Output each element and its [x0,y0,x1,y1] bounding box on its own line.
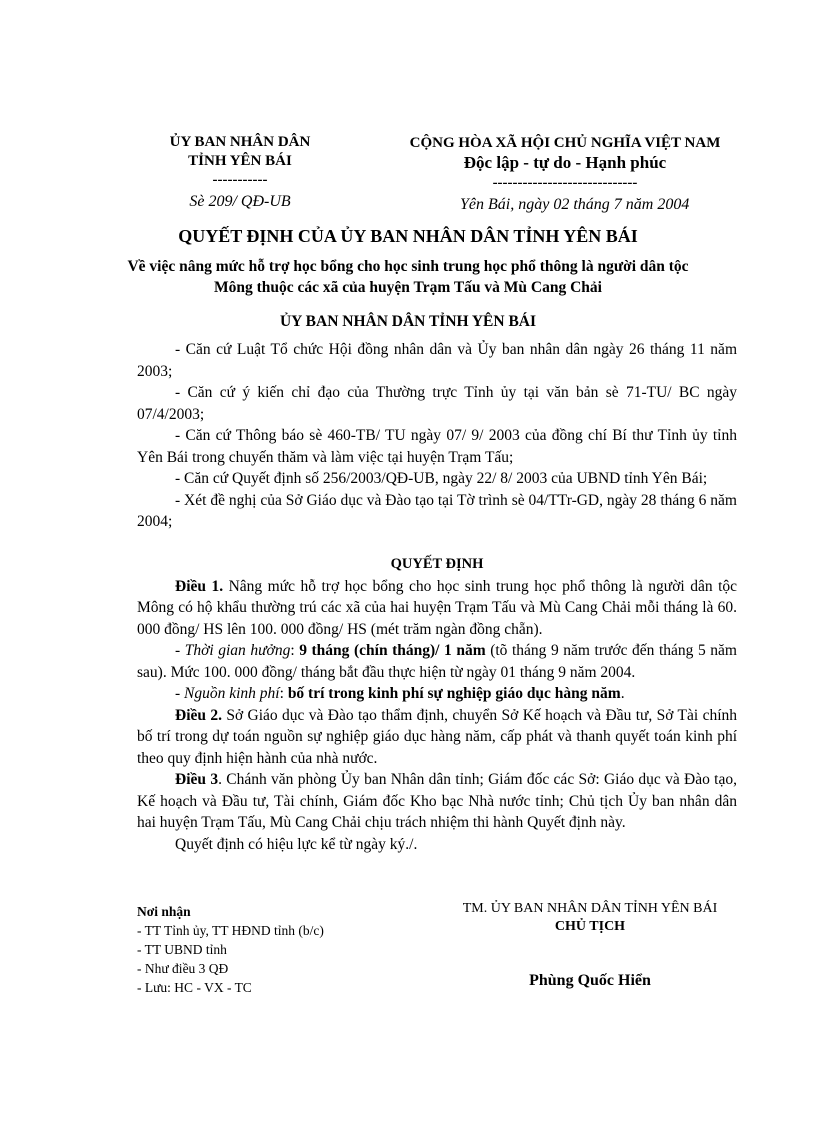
nation-motto: Độc lập - tự do - Hạnh phúc [463,153,667,172]
nation-name: CỘNG HÒA XÃ HỘI CHỦ NGHĨA VIỆT NAM [409,135,721,151]
grounds-section [137,339,737,533]
document-title: QUYẾT ĐỊNH CỦA ỦY BAN NHÂN DÂN TỈNH YÊN BÁI [178,226,638,246]
article-2-text: Sở Giáo dục và Đào tạo thẩm định, chuyển Sở Kế hoạch và Đầu tư, Sở Tài chính bố trí trong dự toán nguồn sự nghiệp giáo dục hàng năm, cấp phát và thanh quyết toán kinh phí theo quy định hiện hành của nhà nước. [137,706,738,767]
recipient-item: - TT Tỉnh ủy, TT HĐND tỉnh (b/c) [137,923,324,938]
fund-label: - Nguồn kinh phí [175,685,280,702]
effective-clause: Quyết định có hiệu lực kể từ ngày ký./. [175,835,418,853]
recipients-block [137,902,324,997]
recipient-item: - Lưu: HC - VX - TC [137,980,252,995]
ground-item: - Căn cứ ý kiến chỉ đạo của Thường trực Tỉnh ủy tại văn bản sè 71-TU/ BC ngày 07/4/2003; [137,384,737,423]
decision-section [137,554,737,855]
decision-heading: QUYẾT ĐỊNH [390,556,484,572]
signer-name: Phùng Quốc Hiển [529,972,651,989]
time-value: 9 tháng (chín tháng)/ 1 năm [299,642,486,659]
article-3-text: . Chánh văn phòng Ủy ban Nhân dân tỉnh; Giám đốc các Sở: Giáo dục và Đào tạo, Kế hoạch và Đầu tư, Tài chính, Giám đốc Kho bạc Nhà nước tỉnh; Chủ tịch Ủy ban nhân dân hai huyện Trạm Tấu, Mù Cang Chải chịu trách nhiệm thi hành Quyết định này. [137,771,737,831]
recipient-item: - TT UBND tỉnh [137,942,227,957]
recipient-item: - Như điều 3 QĐ [137,961,229,976]
nation-separator: ----------------------------- [492,175,638,191]
fund-end: . [620,685,625,702]
article-1-fund [137,683,737,705]
article-1-time [137,640,737,683]
signature-block [440,900,740,936]
article-1-text: Nâng mức hỗ trợ học bổng cho học sinh trung học phổ thông là người dân tộc Mông có hộ khẩu thường trú các xã của hai huyện Trạm Tấu và Mù Cang Chải mỗi tháng là 60. 000 đồng/ HS lên 100. 000 đồng/ HS (mét trăm ngàn đồng chẵn). [137,577,738,638]
recipients-heading: Nơi nhận [137,904,191,919]
article-2-label: Điều 2. [175,706,222,724]
article-3 [137,769,737,834]
time-rest: (tõ tháng 9 năm trước đến tháng 5 năm sau). Mức 100. 000 đồng/ tháng bắt đầu thực hiện từ ngày 01 tháng 9 năm 2004. [137,642,737,681]
ground-item: - Căn cứ Thông báo sè 460-TB/ TU ngày 07/ 9/ 2003 của đồng chí Bí thư Tỉnh ủy tỉnh Yên Bái trong chuyến thăm và làm việc tại huyện Trạm Tấu; [137,427,737,466]
signature-org: TM. ỦY BAN NHÂN DÂN TỈNH YÊN BÁI [462,901,718,916]
document-number: Sè 209/ QĐ-UB [189,193,291,210]
article-3-label: Điều 3 [175,771,219,788]
fund-value: bố trí trong kinh phí sự nghiệp giáo dục hàng năm [287,685,621,702]
agency-header [140,133,340,190]
agency-name-line1: ỦY BAN NHÂN DÂN [169,134,311,150]
time-label: - Thời gian hưởng [175,642,291,659]
ground-item: - Xét đề nghị của Sở Giáo dục và Đào tạo tại Tờ trình sè 04/TTr-GD, ngày 28 tháng 6 năm 2004; [137,491,737,530]
agency-name-line2: TỈNH YÊN BÁI [188,153,292,169]
signature-title: CHỦ TỊCH [554,919,626,934]
fund-separator: : [279,685,288,702]
article-1-label: Điều 1. [175,577,224,595]
committee-heading: ỦY BAN NHÂN DÂN TỈNH YÊN BÁI [279,313,537,330]
document-subtitle: Về việc nâng mức hỗ trợ học bổng cho học sinh trung học phổ thông là người dân tộc Mông thuộc các xã của huyện Trạm Tấu và Mù Cang Chải [127,258,689,296]
time-separator: : [290,642,300,659]
national-header [380,133,750,193]
document-date: Yên Bái, ngày 02 tháng 7 năm 2004 [460,196,690,213]
ground-item: - Căn cứ Quyết định số 256/2003/QĐ-UB, ngày 22/ 8/ 2003 của UBND tỉnh Yên Bái; [175,470,708,487]
article-1 [137,576,737,641]
ground-item: - Căn cứ Luật Tổ chức Hội đồng nhân dân và Ủy ban nhân dân ngày 26 tháng 11 năm 2003; [137,341,737,380]
agency-separator: ----------- [212,172,268,188]
article-2 [137,705,737,770]
